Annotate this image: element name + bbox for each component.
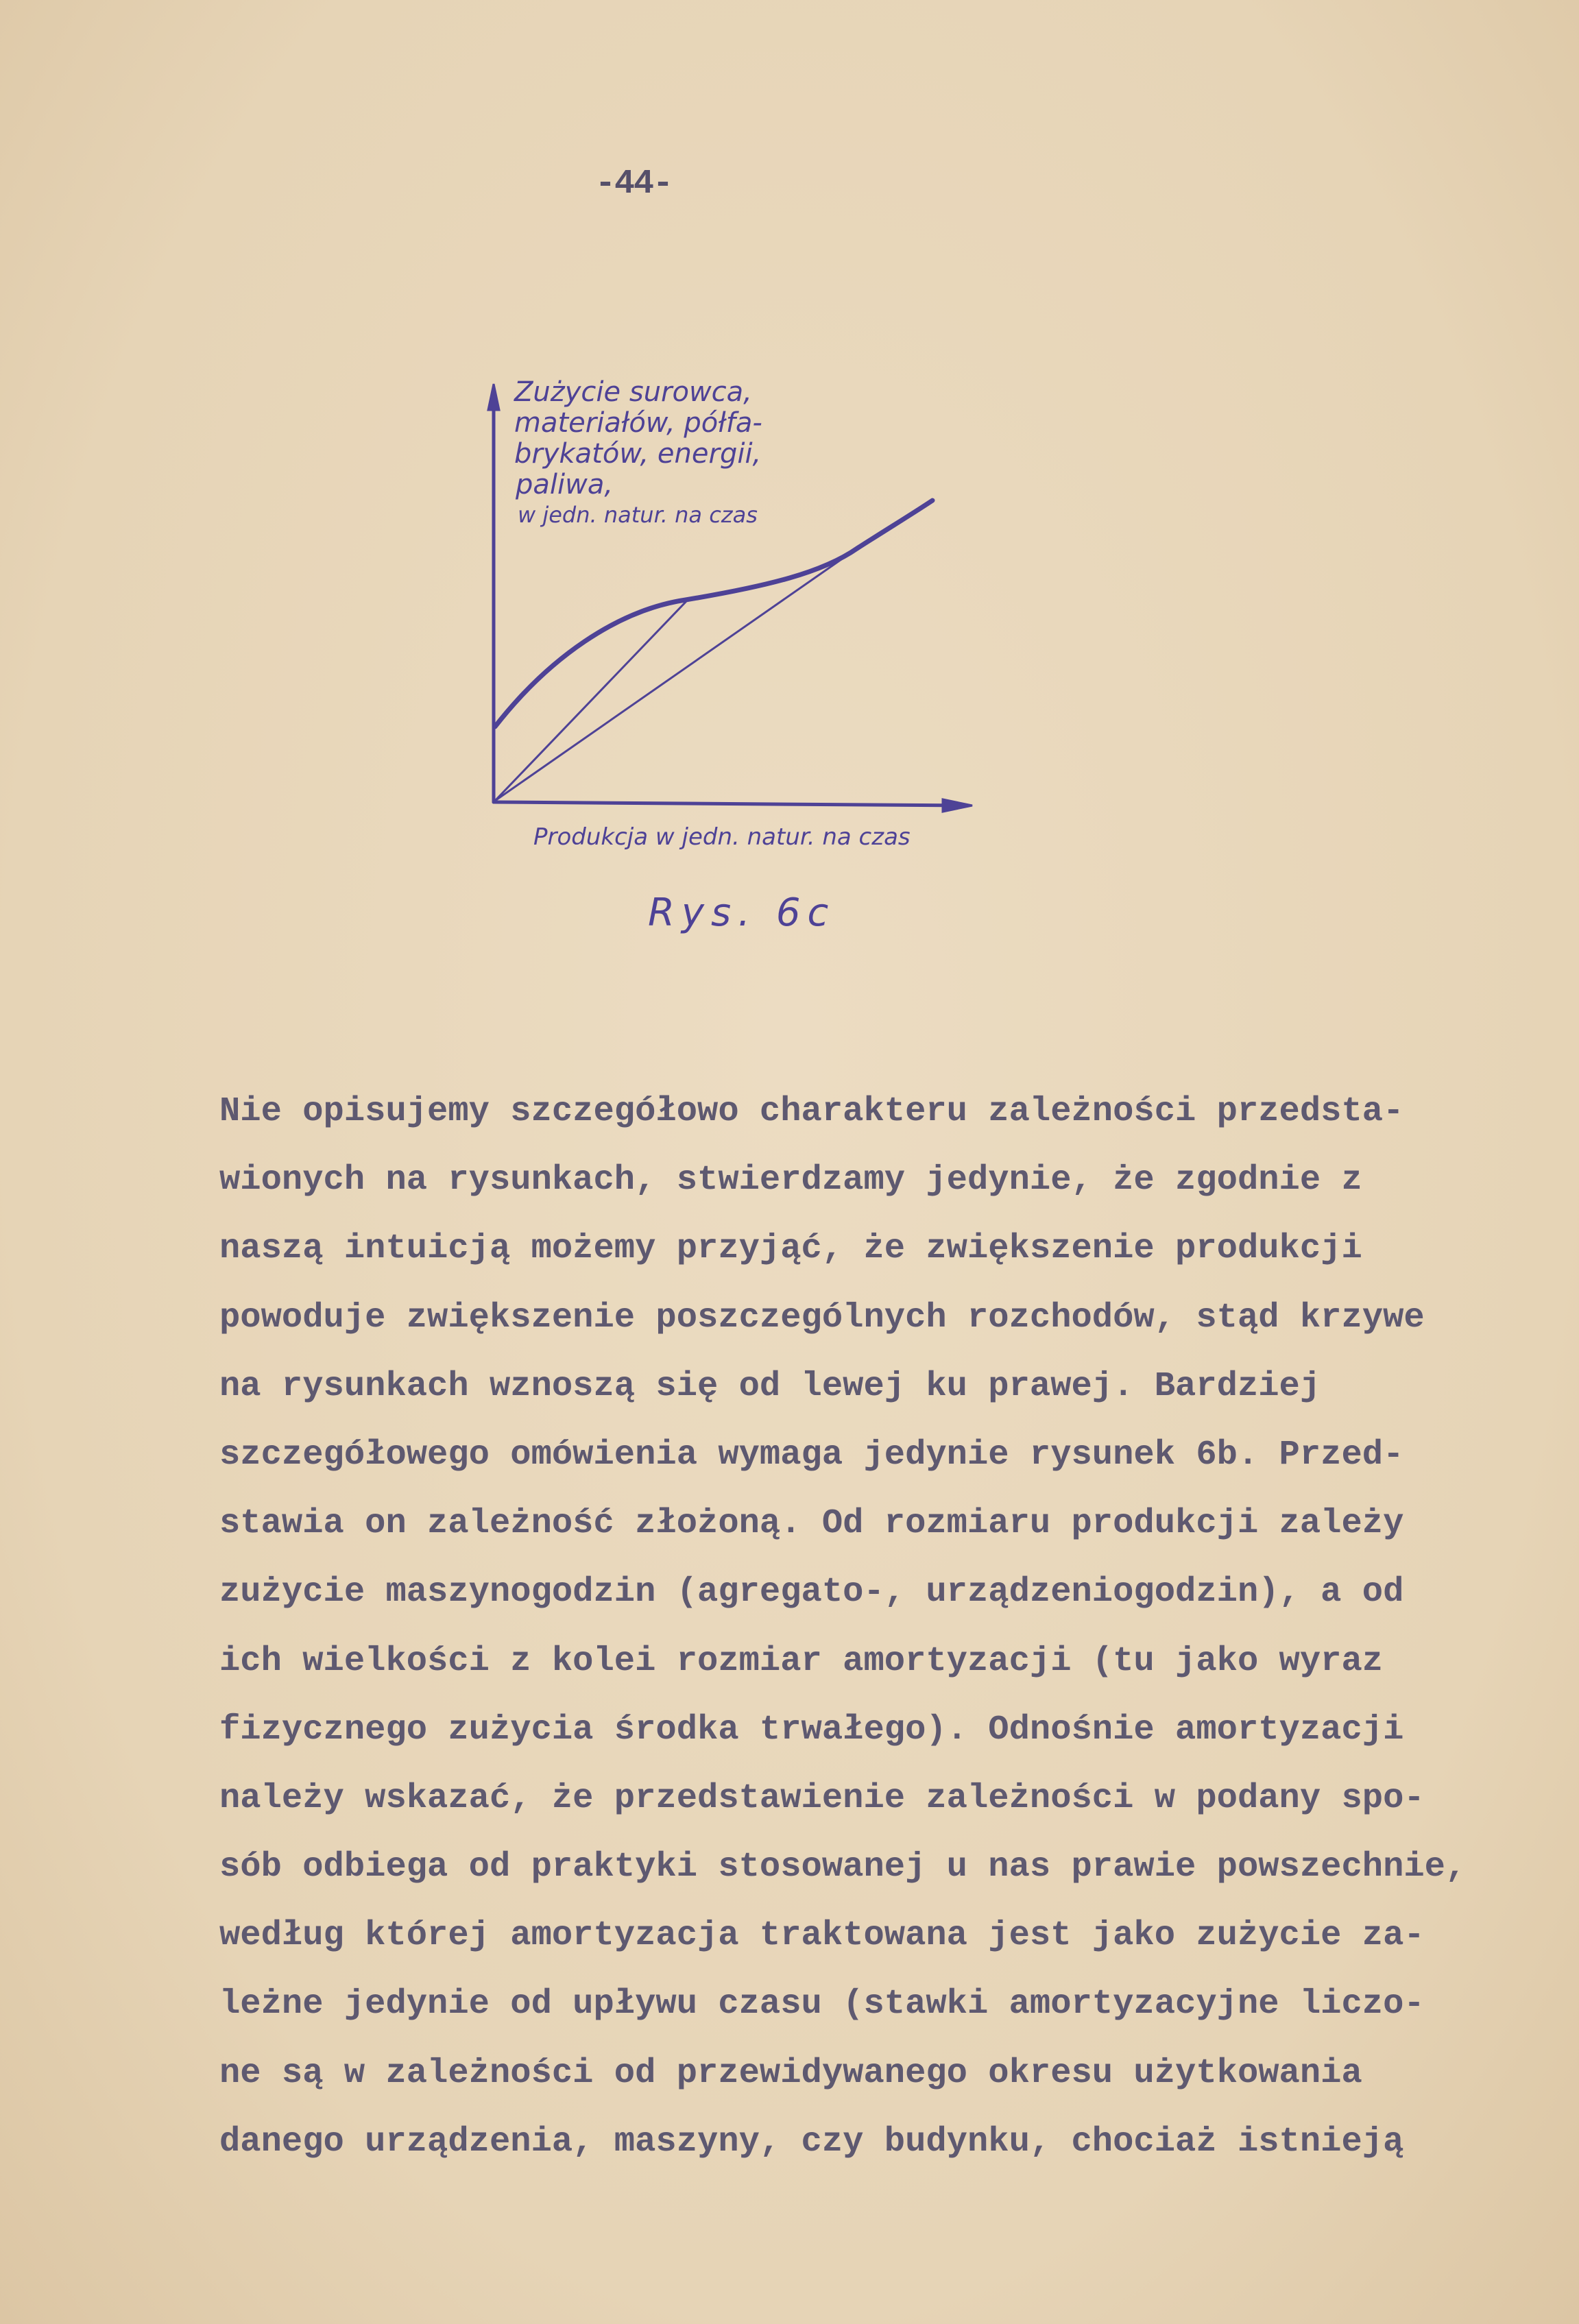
text-line: według której amortyzacja traktowana jest jako zużycie za- (219, 1916, 1425, 1956)
x-axis (494, 802, 967, 806)
text-line: na rysunkach wznoszą się od lewej ku prawej. Bardziej (219, 1366, 1321, 1406)
y-axis-label-line: brykatów, energii, (514, 438, 762, 470)
text-line: szczegółowego omówienia wymaga jedynie rysunek 6b. Przed- (219, 1435, 1404, 1475)
text-line: naszą intuicją możemy przyjąć, że zwiększenie produkcji (219, 1229, 1362, 1269)
text-line: ne są w zależności od przewidywanego okresu użytkowania (219, 2053, 1362, 2093)
tangent-line-2 (495, 548, 857, 801)
y-axis-label-line: w jedn. natur. na czas (518, 502, 758, 528)
text-line: sób odbiega od praktyki stosowanej u nas prawie powszechnie, (219, 1848, 1467, 1887)
y-axis-label-line: Zużycie surowca, (514, 376, 752, 408)
cost-curve (495, 500, 932, 727)
y-axis-label-line: paliwa, (516, 469, 614, 500)
text-line: należy wskazać, że przedstawienie zależności w podany spo- (219, 1778, 1425, 1818)
text-line: powoduje zwiększenie poszczególnych rozchodów, stąd krzywe (219, 1298, 1425, 1337)
text-line: fizycznego zużycia środka trwałego). Odnośnie amortyzacji (219, 1710, 1404, 1750)
text-line: stawia on zależność złożoną. Od rozmiaru produkcji zależy (219, 1504, 1404, 1544)
x-axis-label: Produkcja w jedn. natur. na czas (533, 823, 911, 851)
y-axis-arrow (488, 384, 499, 410)
text-line: leżne jedynie od upływu czasu (stawki amortyzacyjne liczo- (219, 1985, 1425, 2024)
page-number: -44- (595, 165, 673, 204)
body-text (219, 1078, 1522, 2177)
text-line: wionych na rysunkach, stwierdzamy jedynie, że zgodnie z (219, 1161, 1362, 1200)
text-line: ich wielkości z kolei rozmiar amortyzacji (tu jako wyraz (219, 1641, 1384, 1681)
text-line: zużycie maszynogodzin (agregato-, urządzeniogodzin), a od (219, 1573, 1404, 1612)
text-line: danego urządzenia, maszyny, czy budynku, chociaż istnieją (219, 2122, 1404, 2162)
tangent-line-1 (495, 600, 688, 801)
figure-caption: Rys. 6c (648, 891, 836, 935)
x-axis-arrow (943, 799, 972, 812)
text-line: Nie opisujemy szczegółowo charakteru zależności przedsta- (219, 1092, 1404, 1131)
y-axis-label-line: materiałów, półfa- (514, 407, 762, 439)
